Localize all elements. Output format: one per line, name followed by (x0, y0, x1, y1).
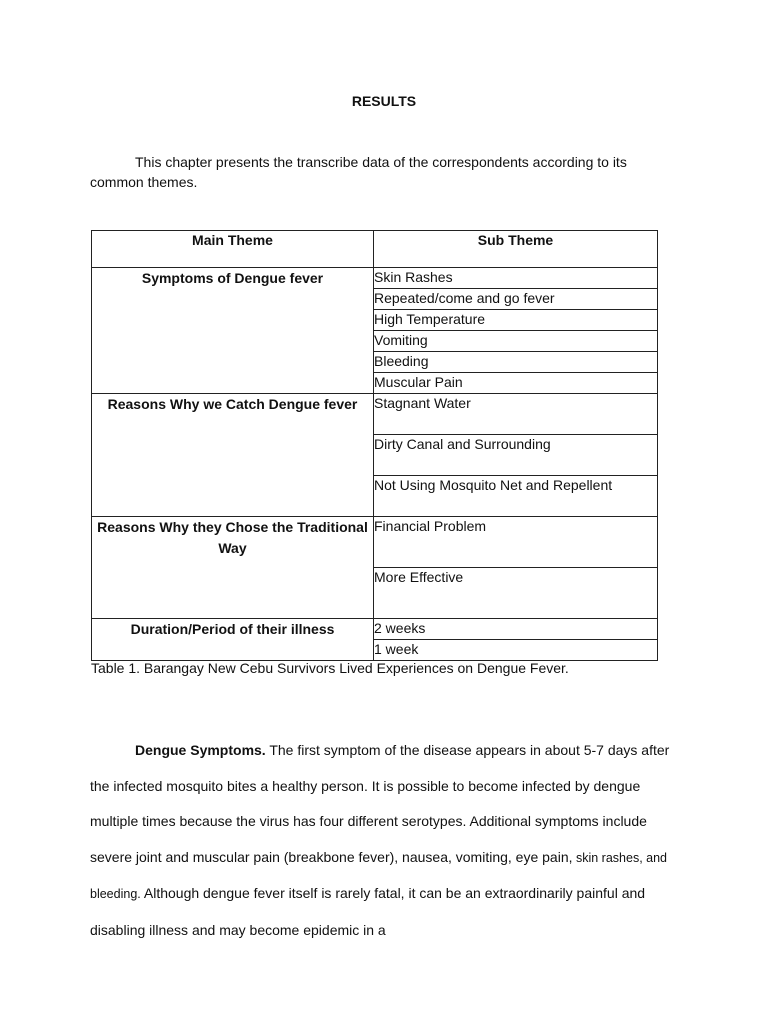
intro-paragraph: This chapter presents the transcribe data of the correspondents according to its common themes. (90, 154, 627, 190)
main-theme-reasons-catch: Reasons Why we Catch Dengue fever (92, 394, 374, 517)
sub-theme-cell: Repeated/come and go fever (374, 289, 658, 310)
table-row (92, 517, 658, 568)
paragraph-text-1: The first symptom of the disease appears in about 5-7 days after the infected mosquito bites a healthy person. It is possible to become infected by dengue multiple times because the virus has four different serotypes. Additional symptoms include severe joint and muscular pain (breakbone fever), nausea, vomiting, eye pain, (90, 742, 670, 865)
sub-theme-cell: Skin Rashes (374, 268, 658, 289)
table-row (92, 619, 658, 640)
dengue-symptoms-paragraph (90, 733, 680, 948)
main-theme-duration: Duration/Period of their illness (92, 619, 374, 661)
sub-theme-cell: Not Using Mosquito Net and Repellent (374, 476, 658, 517)
header-main-theme: Main Theme (92, 231, 374, 268)
paragraph-heading: Dengue Symptoms. (135, 742, 266, 758)
sub-theme-cell: High Temperature (374, 310, 658, 331)
paragraph-text-small: skin rashes, and bleeding. (90, 850, 667, 901)
sub-theme-cell: Stagnant Water (374, 394, 658, 435)
sub-theme-cell: 1 week (374, 640, 658, 661)
sub-theme-cell: More Effective (374, 568, 658, 619)
table-row (92, 268, 658, 289)
paragraph-text-2: Although dengue fever itself is rarely fatal, it can be an extraordinarily painful and disabling illness and may become epidemic in a (90, 885, 646, 938)
sub-theme-cell: Vomiting (374, 331, 658, 352)
sub-theme-cell: Dirty Canal and Surrounding (374, 435, 658, 476)
header-sub-theme: Sub Theme (374, 231, 658, 268)
sub-theme-cell: 2 weeks (374, 619, 658, 640)
page-title: RESULTS (351, 93, 417, 109)
themes-table (91, 230, 658, 661)
main-theme-traditional-way: Reasons Why they Chose the Traditional Way (92, 517, 374, 619)
sub-theme-cell: Bleeding (374, 352, 658, 373)
sub-theme-cell: Financial Problem (374, 517, 658, 568)
sub-theme-cell: Muscular Pain (374, 373, 658, 394)
table-caption: Table 1. Barangay New Cebu Survivors Lived Experiences on Dengue Fever. (91, 660, 569, 676)
table-header-row (92, 231, 658, 268)
table-row (92, 394, 658, 435)
main-theme-symptoms: Symptoms of Dengue fever (92, 268, 374, 394)
